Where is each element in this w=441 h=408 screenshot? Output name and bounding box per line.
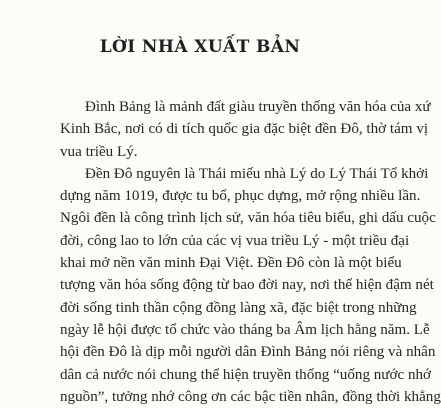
text-line: hội đền Đô là dịp mỗi người dân Đình Bảng nói riêng và nhân <box>60 344 436 361</box>
text-line: vua triều Lý. <box>60 143 138 160</box>
text-line: tượng văn hóa sống động từ bao đời nay, nơi thể hiện đậm nét <box>60 277 434 294</box>
text-line: Đền Đô nguyên là Thái miếu nhà Lý do Lý Thái Tổ khởi <box>85 165 429 182</box>
paragraph-1 <box>60 96 431 163</box>
text-line: khai mở nền văn minh Đại Việt. Đền Đô còn là một biểu <box>60 255 402 272</box>
page-heading: LỜI NHÀ XUẤT BẢN <box>99 37 301 57</box>
text-line: đời sống tinh thần cộng đồng làng xã, đặc biệt trong những <box>60 299 417 316</box>
text-line: dân cả nước nói chung thể hiện truyền thống “uống nước nhớ <box>60 366 432 383</box>
text-line: Ngôi đền là công trình lịch sử, văn hóa tiêu biểu, ghi dấu cuộc <box>60 210 436 227</box>
text-line: Đình Bảng là mảnh đất giàu truyền thống văn hóa của xứ <box>85 99 431 115</box>
body-text <box>60 96 441 408</box>
text-line: Kinh Bắc, nơi có di tích quốc gia đặc biệt đền Đô, thờ tám vị <box>60 121 429 138</box>
text-line: đời, công lao to lớn của các vị vua triều Lý - một triều đại <box>60 232 410 249</box>
text-line: ngày lễ hội được tổ chức vào tháng ba Âm lịch hằng năm. Lễ <box>60 321 430 338</box>
text-line: nguồn”, tưởng nhớ công ơn các bậc tiền nhân, đồng thời khẳng <box>60 388 441 405</box>
paragraph-2 <box>60 163 441 408</box>
text-line: dựng năm 1019, được tu bổ, phục dựng, mở rộng nhiều lần. <box>60 188 421 205</box>
